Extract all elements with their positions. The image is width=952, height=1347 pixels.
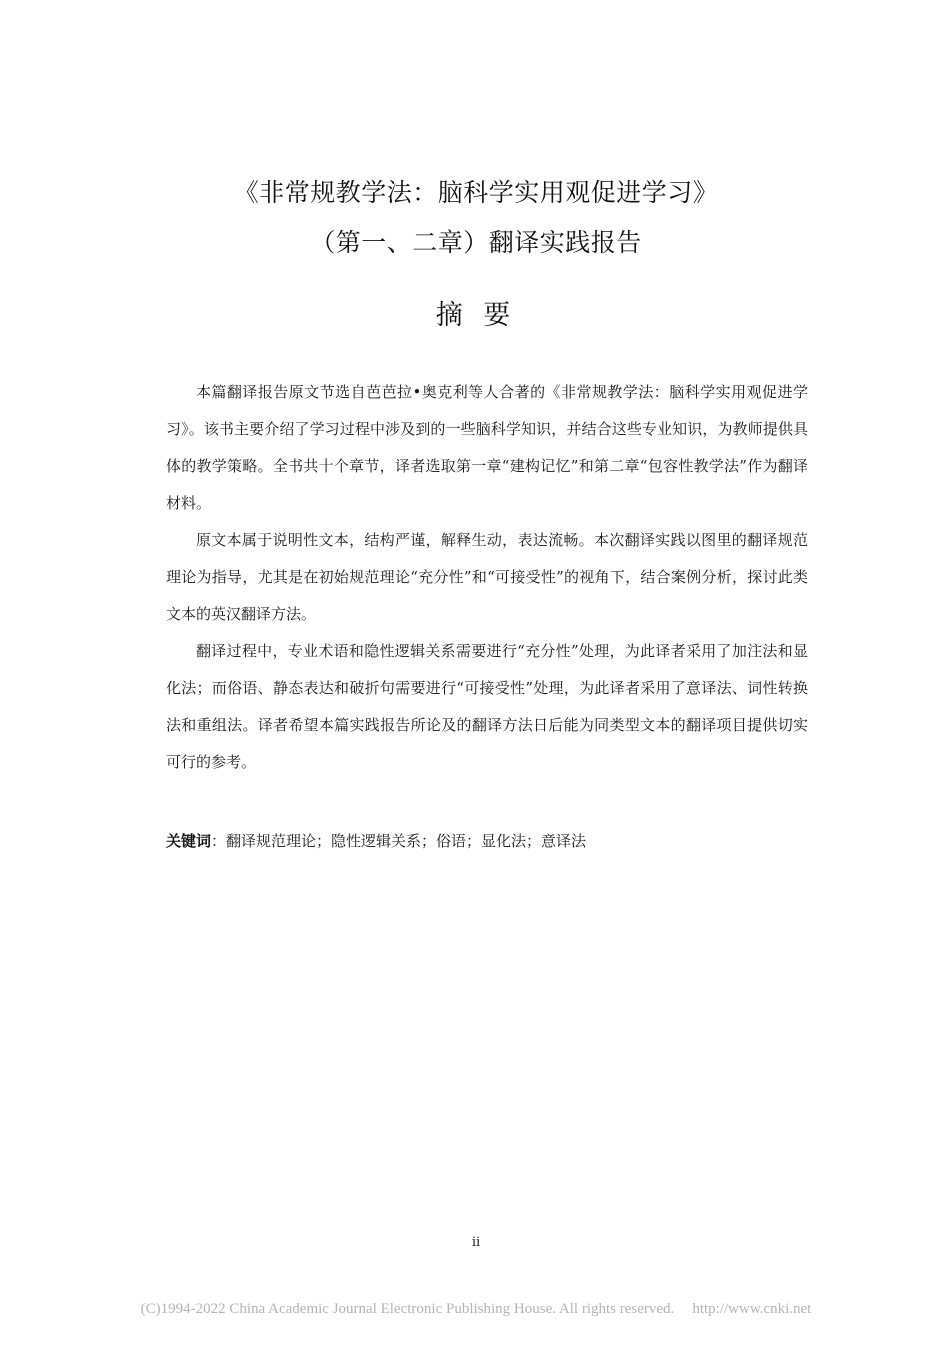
footer-url: http://www.cnki.net — [692, 1301, 812, 1317]
title-line-1: 《非常规教学法：脑科学实用观促进学习》 — [233, 178, 719, 207]
keywords-line — [166, 826, 808, 856]
title-line-2: （第一、二章）翻译实践报告 — [310, 228, 642, 257]
report-title — [0, 168, 952, 268]
page-number: ii — [471, 1235, 481, 1250]
abstract-body — [166, 374, 808, 781]
abstract-paragraph: 原文本属于说明性文本，结构严谨，解释生动，表达流畅。本次翻译实践以图里的翻译规范理论为指导，尤其是在初始规范理论“充分性”和“可接受性”的视角下，结合案例分析，探讨此类文本的英汉翻译方法。 — [166, 531, 808, 623]
abstract-paragraph: 本篇翻译报告原文节选自芭芭拉•奥克利等人合著的《非常规教学法：脑科学实用观促进学习》。该书主要介绍了学习过程中涉及到的一些脑科学知识，并结合这些专业知识，为教师提供具体的教学策略。全书共十个章节，译者选取第一章“建构记忆”和第二章“包容性教学法”作为翻译材料。 — [166, 383, 808, 512]
keywords-separator: ： — [211, 832, 227, 850]
abstract-paragraph: 翻译过程中，专业术语和隐性逻辑关系需要进行“充分性”处理，为此译者采用了加注法和显化法；而俗语、静态表达和破折句需要进行“可接受性”处理，为此译者采用了意译法、词性转换法和重组法。译者希望本篇实践报告所论及的翻译方法日后能为同类型文本的翻译项目提供切实可行的参考。 — [166, 642, 808, 771]
copyright-footer — [0, 1298, 952, 1320]
keywords-label: 关键词 — [166, 832, 212, 850]
abstract-heading: 摘 要 — [435, 300, 517, 331]
keywords-text: 翻译规范理论；隐性逻辑关系；俗语；显化法；意译法 — [226, 832, 587, 850]
copyright-text: (C)1994-2022 China Academic Journal Electronic Publishing House. All rights reserved. — [140, 1301, 675, 1317]
